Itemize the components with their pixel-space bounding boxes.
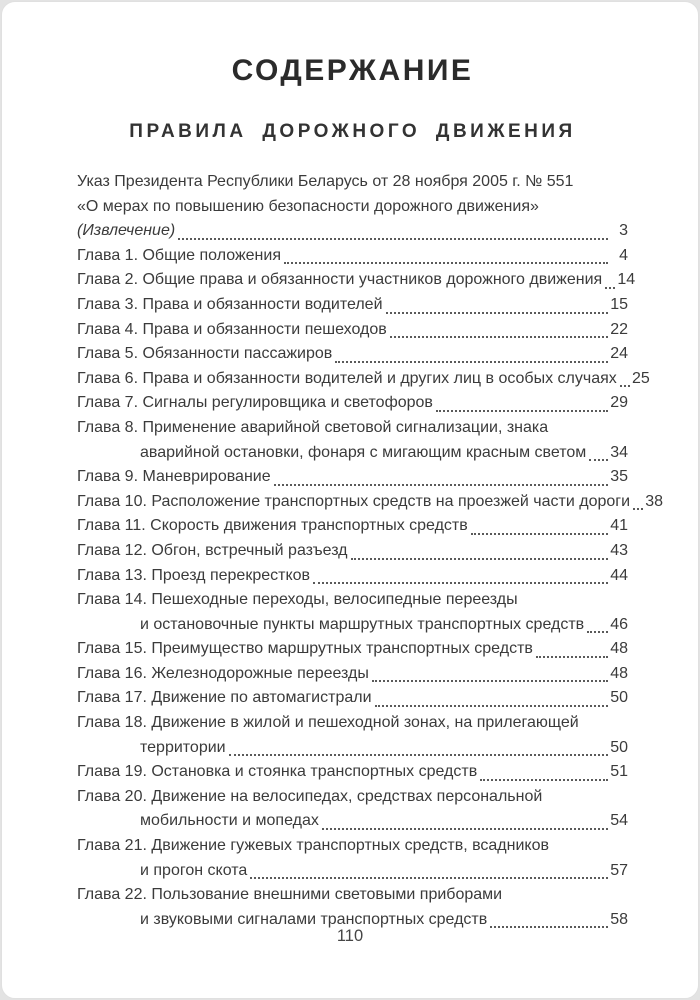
toc-entry-text: Глава 12. Обгон, встречный разъезд xyxy=(77,541,348,559)
toc-line xyxy=(77,244,628,269)
toc-line xyxy=(77,883,628,908)
toc-page-number: 43 xyxy=(610,541,628,559)
toc-page-number: 29 xyxy=(610,394,628,412)
toc-entry xyxy=(77,391,628,416)
toc-line xyxy=(77,170,628,195)
toc-entry-text: Глава 22. Пользование внешними световыми приборами xyxy=(77,886,503,904)
toc-entry-text: территории xyxy=(140,738,226,756)
toc-entry xyxy=(77,490,664,515)
toc-page-number: 46 xyxy=(610,615,628,633)
toc-entry xyxy=(77,686,628,711)
toc-entry-text: мобильности и мопедах xyxy=(140,812,319,830)
toc-entry xyxy=(77,244,628,269)
dot-leader xyxy=(351,558,608,560)
dot-leader xyxy=(605,287,615,289)
toc-entry-text: Глава 17. Движение по автомагистрали xyxy=(77,689,372,707)
toc-line xyxy=(77,367,650,392)
toc-line xyxy=(77,195,628,220)
footer-page-number: 110 xyxy=(336,927,364,945)
toc-line xyxy=(77,391,628,416)
toc-line xyxy=(77,465,628,490)
toc-entry xyxy=(77,465,628,490)
toc-entry-text: и остановочные пункты маршрутных транспортных средств xyxy=(140,615,585,633)
toc-entry-text: (Извлечение) xyxy=(77,222,176,240)
toc-line xyxy=(77,785,628,810)
toc-page-number: 50 xyxy=(610,738,628,756)
toc-entry-text: Глава 18. Движение в жилой и пешеходной зонах, на прилегающей xyxy=(77,714,579,732)
toc-line xyxy=(77,588,628,613)
toc-page-number: 41 xyxy=(610,517,628,535)
toc-line xyxy=(77,564,628,589)
toc-entry-text: Глава 5. Обязанности пассажиров xyxy=(77,345,333,363)
toc-entry-text: Глава 9. Маневрирование xyxy=(77,468,271,486)
toc-entry xyxy=(77,785,628,834)
toc-entry xyxy=(77,637,628,662)
dot-leader xyxy=(620,385,630,387)
toc-line xyxy=(77,760,628,785)
toc-entry-text: Глава 13. Проезд перекрестков xyxy=(77,566,311,584)
dot-leader xyxy=(375,705,608,707)
toc-entry-text: Глава 2. Общие права и обязанности участников дорожного движения xyxy=(77,271,603,289)
toc-line xyxy=(77,490,664,515)
book-page xyxy=(1,1,699,999)
toc-entry xyxy=(77,342,628,367)
toc-page-number: 22 xyxy=(610,320,628,338)
dot-leader xyxy=(229,754,608,756)
toc-line xyxy=(77,293,628,318)
toc-line xyxy=(77,736,628,761)
dot-leader xyxy=(471,533,608,535)
toc-entry xyxy=(77,883,628,932)
toc-page-number: 44 xyxy=(610,566,628,584)
toc-entry xyxy=(77,367,650,392)
toc-page-number: 35 xyxy=(610,468,628,486)
dot-leader xyxy=(386,312,608,314)
toc-entry-text: Глава 20. Движение на велосипедах, средствах персональной xyxy=(77,787,543,805)
dot-leader xyxy=(335,361,608,363)
page-subtitle: ПРАВИЛА ДОРОЖНОГО ДВИЖЕНИЯ xyxy=(129,121,576,142)
toc-line xyxy=(77,637,628,662)
toc-line xyxy=(77,834,628,859)
toc-line xyxy=(77,416,628,441)
toc-page-number: 48 xyxy=(610,664,628,682)
dot-leader xyxy=(178,238,608,240)
toc-entry xyxy=(77,268,636,293)
toc-entry-text: Глава 19. Остановка и стоянка транспортных средств xyxy=(77,763,478,781)
toc-page-number: 48 xyxy=(610,640,628,658)
toc-page-number: 51 xyxy=(610,763,628,781)
toc-page-number: 38 xyxy=(645,492,664,510)
toc-entry xyxy=(77,293,628,318)
toc-line xyxy=(77,711,628,736)
dot-leader xyxy=(633,508,643,510)
toc-page-number: 24 xyxy=(610,345,628,363)
toc-entry-text: и прогон скота xyxy=(140,861,248,879)
dot-leader xyxy=(372,680,608,682)
dot-leader xyxy=(313,582,608,584)
toc-entry-text: Глава 3. Права и обязанности водителей xyxy=(77,295,383,313)
toc-entry xyxy=(77,416,628,465)
toc-entry-text: Глава 4. Права и обязанности пешеходов xyxy=(77,320,387,338)
toc-entry-text: «О мерах по повышению безопасности дорожного движения» xyxy=(77,197,539,215)
toc-line xyxy=(77,219,628,244)
toc-page-number: 57 xyxy=(610,861,628,879)
toc-page-number: 4 xyxy=(619,246,628,264)
toc-line xyxy=(77,342,628,367)
dot-leader xyxy=(274,484,608,486)
toc-entry-text: и звуковыми сигналами транспортных средств xyxy=(140,910,488,928)
dot-leader xyxy=(587,631,608,633)
toc-entry xyxy=(77,170,628,244)
toc-entry-text: Глава 14. Пешеходные переходы, велосипедные переезды xyxy=(77,591,518,609)
toc-entry-text: Глава 6. Права и обязанности водителей и других лиц в особых случаях xyxy=(77,369,617,387)
toc-entry xyxy=(77,318,628,343)
toc-entry xyxy=(77,760,628,785)
dot-leader xyxy=(589,459,608,461)
toc-entry-text: Глава 1. Общие положения xyxy=(77,246,281,264)
dot-leader xyxy=(536,656,608,658)
toc-entry xyxy=(77,564,628,589)
toc-entry-text: Указ Президента Республики Беларусь от 28 ноября 2005 г. № 551 xyxy=(77,173,574,190)
toc-page-number: 15 xyxy=(610,295,628,313)
toc-line xyxy=(77,514,628,539)
toc-entry-text: Глава 15. Преимущество маршрутных транспортных средств xyxy=(77,640,533,658)
toc-entry-text: Глава 8. Применение аварийной световой сигнализации, знака xyxy=(77,418,549,436)
toc-page-number: 50 xyxy=(610,689,628,707)
toc-line xyxy=(77,268,636,293)
toc-page-number: 14 xyxy=(617,271,636,289)
toc-entry-text: Глава 16. Железнодорожные переезды xyxy=(77,664,369,682)
toc-line xyxy=(77,613,628,638)
dot-leader xyxy=(322,828,608,830)
toc-page-number: 54 xyxy=(610,812,628,830)
toc-line xyxy=(77,859,628,884)
toc-page-number: 34 xyxy=(610,443,628,461)
toc-page-number: 58 xyxy=(610,910,628,928)
dot-leader xyxy=(250,877,608,879)
toc-line xyxy=(77,539,628,564)
toc-line xyxy=(77,662,628,687)
dot-leader xyxy=(436,410,608,412)
toc-entry xyxy=(77,834,628,883)
toc-entry-text: Глава 7. Сигналы регулировщика и светофоров xyxy=(77,394,433,412)
toc-entry xyxy=(77,588,628,637)
dot-leader xyxy=(480,779,608,781)
toc-entry xyxy=(77,662,628,687)
toc-line xyxy=(77,318,628,343)
toc-entry xyxy=(77,711,628,760)
dot-leader xyxy=(284,262,608,264)
toc-page-number: 3 xyxy=(619,222,628,240)
toc-line xyxy=(77,686,628,711)
toc-list xyxy=(77,170,664,932)
page-title: СОДЕРЖАНИЕ xyxy=(231,54,474,87)
toc-line xyxy=(77,441,628,466)
toc-page-number: 25 xyxy=(631,369,650,387)
toc-entry-text: Глава 21. Движение гужевых транспортных средств, всадников xyxy=(77,837,549,855)
toc-line xyxy=(77,809,628,834)
toc-entry xyxy=(77,514,628,539)
toc-entry-text: Глава 11. Скорость движения транспортных средств xyxy=(77,517,468,535)
toc-entry-text: аварийной остановки, фонаря с мигающим красным светом xyxy=(140,443,587,461)
toc-entry xyxy=(77,539,628,564)
toc-entry-text: Глава 10. Расположение транспортных средств на проезжей части дороги xyxy=(77,492,631,510)
dot-leader xyxy=(390,336,608,338)
